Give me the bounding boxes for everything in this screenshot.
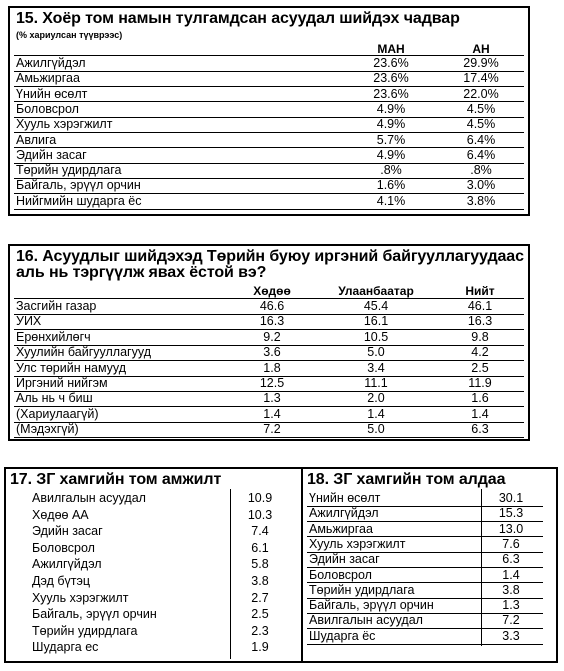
row-value: 16.3: [259, 314, 285, 329]
list-item: [6, 607, 301, 622]
list-item: [6, 624, 301, 639]
list-item: [303, 613, 556, 628]
list-item-value: 7.2: [502, 613, 520, 628]
list-item-label: Эдийн засаг: [309, 552, 380, 567]
row-label: Боловсрол: [16, 101, 79, 116]
list-item: [6, 524, 301, 539]
table-row: [10, 391, 528, 406]
list-item: [6, 491, 301, 506]
list-item-label: Авилгалын асуудал: [309, 613, 423, 628]
row-label: Засгийн газар: [16, 299, 97, 313]
list-item: [303, 583, 556, 598]
list-item: [303, 506, 556, 521]
list-item-value: 3.3: [502, 628, 520, 643]
row-label: Авлига: [16, 132, 57, 147]
row-value: 6.4%: [466, 147, 496, 162]
row-value: 4.9%: [376, 147, 406, 162]
row-value: 11.1: [364, 376, 388, 390]
row-value: 3.4: [367, 360, 385, 375]
table-row: [10, 422, 528, 437]
list-item-label: Дэд бүтэц: [32, 574, 91, 588]
list-item: [303, 491, 556, 506]
table-row: [10, 102, 528, 117]
row-label: Хуулийн байгууллагууд: [16, 345, 151, 360]
row-label: Иргэний нийгэм: [16, 376, 108, 390]
list-item-label: Эдийн засаг: [32, 524, 103, 539]
list-item-label: Авилгалын асуудал: [32, 491, 146, 505]
list-item-value: 10.9: [247, 491, 273, 505]
row-value: 3.8%: [466, 193, 496, 208]
table-row: [10, 71, 528, 86]
row-value: 7.2: [263, 422, 281, 437]
list-item-label: Боловсрол: [309, 567, 372, 582]
row-value: 5.7%: [376, 132, 406, 147]
row-value: 5.0: [367, 422, 385, 437]
section-16-title-line-1: 16. Асуудлыг шийдэхэд Төрийн буюу иргэний байгууллагуудаас: [16, 248, 524, 265]
row-rule: [14, 437, 524, 438]
section-18-box: [301, 467, 558, 663]
table-row: [10, 361, 528, 376]
row-value: 9.2: [263, 329, 281, 344]
row-label: Ажилгүйдэл: [16, 56, 86, 70]
table-row: [10, 345, 528, 360]
table-row: [10, 194, 528, 209]
section-18-title: 18. ЗГ хамгийн том алдаа: [307, 471, 506, 488]
section-16-col-header-total: Нийт: [465, 284, 495, 298]
row-value: 11.9: [468, 376, 492, 390]
table-row: [10, 87, 528, 102]
list-item-value: 1.3: [502, 598, 520, 613]
list-item-value: 7.6: [502, 536, 520, 551]
row-value: 2.5: [471, 360, 489, 375]
list-item-value: 13.0: [498, 521, 524, 536]
row-label: (Мэдэхгүй): [16, 422, 79, 437]
table-row: [10, 407, 528, 422]
table-row: [10, 330, 528, 345]
row-value: 23.6%: [373, 86, 409, 101]
row-value: 17.4%: [463, 71, 499, 86]
row-value: 1.6%: [376, 178, 406, 193]
section-16-col-header-rural: Хөдөө: [253, 284, 291, 298]
row-value: 23.6%: [373, 71, 409, 86]
row-value: 23.6%: [373, 56, 409, 70]
row-label: Улс төрийн намууд: [16, 360, 127, 375]
row-value: 1.4: [367, 406, 385, 421]
row-value: 16.3: [467, 314, 493, 329]
row-label: УИХ: [16, 314, 42, 329]
row-value: 4.2: [471, 345, 489, 360]
section-15-subtitle: (% хариулсан түүврээс): [16, 30, 123, 40]
row-value: 5.0: [367, 345, 385, 360]
row-label: Амьжиргаа: [16, 71, 80, 86]
table-row: [10, 163, 528, 178]
row-value: .8%: [380, 163, 402, 178]
row-value: 4.9%: [376, 101, 406, 116]
list-item-label: Хөдөө АА: [32, 507, 89, 522]
row-label: Байгаль, эрүүл орчин: [16, 178, 141, 193]
row-value: 12.5: [259, 376, 285, 390]
row-value: 3.6: [263, 345, 281, 360]
list-item-label: Хууль хэрэгжилт: [309, 536, 406, 551]
row-value: 22.0%: [463, 86, 499, 101]
list-item-value: 7.4: [251, 524, 269, 539]
list-item-label: Амьжиргаа: [309, 521, 373, 536]
list-item-label: Шударга ес: [32, 640, 99, 655]
row-value: 29.9%: [463, 56, 499, 70]
section-15-box: [8, 6, 530, 216]
list-item-value: 2.5: [251, 607, 269, 622]
table-row: [10, 299, 528, 314]
row-value: 45.4: [363, 299, 389, 313]
row-label: Хууль хэрэгжилт: [16, 117, 113, 132]
row-value: 1.3: [263, 391, 281, 406]
table-row: [10, 133, 528, 148]
list-item-label: Төрийн удирдлага: [32, 623, 138, 638]
row-value: .8%: [470, 163, 492, 178]
section-15-col-header-an: АН: [472, 42, 490, 56]
list-item-label: Байгаль, эрүүл орчин: [309, 598, 434, 613]
list-item-value: 6.1: [251, 540, 269, 555]
list-item-value: 3.8: [502, 582, 520, 597]
section-15-title: 15. Хоёр том намын тулгамдсан асуудал шийдэх чадвар: [16, 10, 460, 27]
row-value: 6.3: [471, 422, 489, 437]
list-item-label: Шударга ёс: [309, 628, 376, 643]
table-row: [10, 117, 528, 132]
section-16-col-header-ub: Улаанбаатар: [338, 284, 414, 298]
list-item: [6, 541, 301, 556]
row-value: 4.1%: [376, 193, 406, 208]
list-item-label: Үнийн өсөлт: [309, 491, 381, 505]
row-label: Үнийн өсөлт: [16, 86, 88, 101]
section-17-title: 17. ЗГ хамгийн том амжилт: [10, 471, 222, 488]
list-item: [6, 508, 301, 523]
row-value: 4.5%: [466, 117, 496, 132]
list-item-value: 30.1: [498, 491, 524, 505]
section-16-title-line-2: аль нь тэргүүлж явах ёстой вэ?: [16, 264, 267, 281]
row-label: Аль нь ч биш: [16, 391, 93, 406]
row-value: 46.6: [259, 299, 285, 313]
row-value: 4.5%: [466, 101, 496, 116]
list-item-value: 2.3: [251, 623, 269, 638]
row-value: 9.8: [471, 329, 489, 344]
row-value: 10.5: [363, 329, 389, 344]
row-value: 2.0: [367, 391, 385, 406]
row-value: 46.1: [467, 299, 493, 313]
list-item: [6, 640, 301, 655]
table-row: [10, 178, 528, 193]
list-item-label: Ажилгүйдэл: [309, 506, 379, 521]
list-item-value: 5.8: [251, 557, 269, 572]
row-value: 6.4%: [466, 132, 496, 147]
row-label: Төрийн удирдлага: [16, 163, 122, 178]
section-17-box: [4, 467, 303, 663]
row-value: 1.6: [471, 391, 489, 406]
list-item: [303, 552, 556, 567]
row-label: Нийгмийн шударга ёс: [16, 193, 142, 208]
list-item: [303, 522, 556, 537]
list-item-value: 1.4: [502, 567, 520, 582]
list-item: [6, 557, 301, 572]
table-row: [10, 56, 528, 71]
list-item: [6, 591, 301, 606]
list-item: [6, 574, 301, 589]
list-item-value: 1.9: [251, 640, 269, 655]
row-value: 4.9%: [376, 117, 406, 132]
section-15-col-header-man: МАН: [377, 42, 405, 56]
row-value: 16.1: [363, 314, 389, 329]
row-label: Ерөнхийлөгч: [16, 329, 91, 344]
list-item-label: Төрийн удирдлага: [309, 582, 415, 597]
list-item-value: 3.8: [251, 574, 269, 588]
row-label: Эдийн засаг: [16, 147, 87, 162]
row-value: 3.0%: [466, 178, 496, 193]
table-row: [10, 314, 528, 329]
list-item: [303, 629, 556, 644]
list-item: [303, 568, 556, 583]
list-item-label: Боловсрол: [32, 540, 95, 555]
row-rule: [307, 644, 543, 645]
list-item: [303, 537, 556, 552]
table-row: [10, 376, 528, 391]
list-item-value: 10.3: [247, 507, 273, 522]
row-rule: [14, 209, 524, 210]
list-item-value: 15.3: [498, 506, 524, 521]
list-item-label: Байгаль, эрүүл орчин: [32, 607, 157, 622]
row-value: 1.8: [263, 360, 281, 375]
row-label: (Хариулаагүй): [16, 406, 99, 421]
table-row: [10, 148, 528, 163]
list-item-value: 6.3: [502, 552, 520, 567]
list-item-label: Хууль хэрэгжилт: [32, 590, 129, 605]
list-item-label: Ажилгүйдэл: [32, 557, 102, 572]
section-16-box: [8, 244, 530, 441]
row-value: 1.4: [471, 406, 489, 421]
list-item: [303, 598, 556, 613]
row-value: 1.4: [263, 406, 281, 421]
list-item-value: 2.7: [251, 590, 269, 605]
